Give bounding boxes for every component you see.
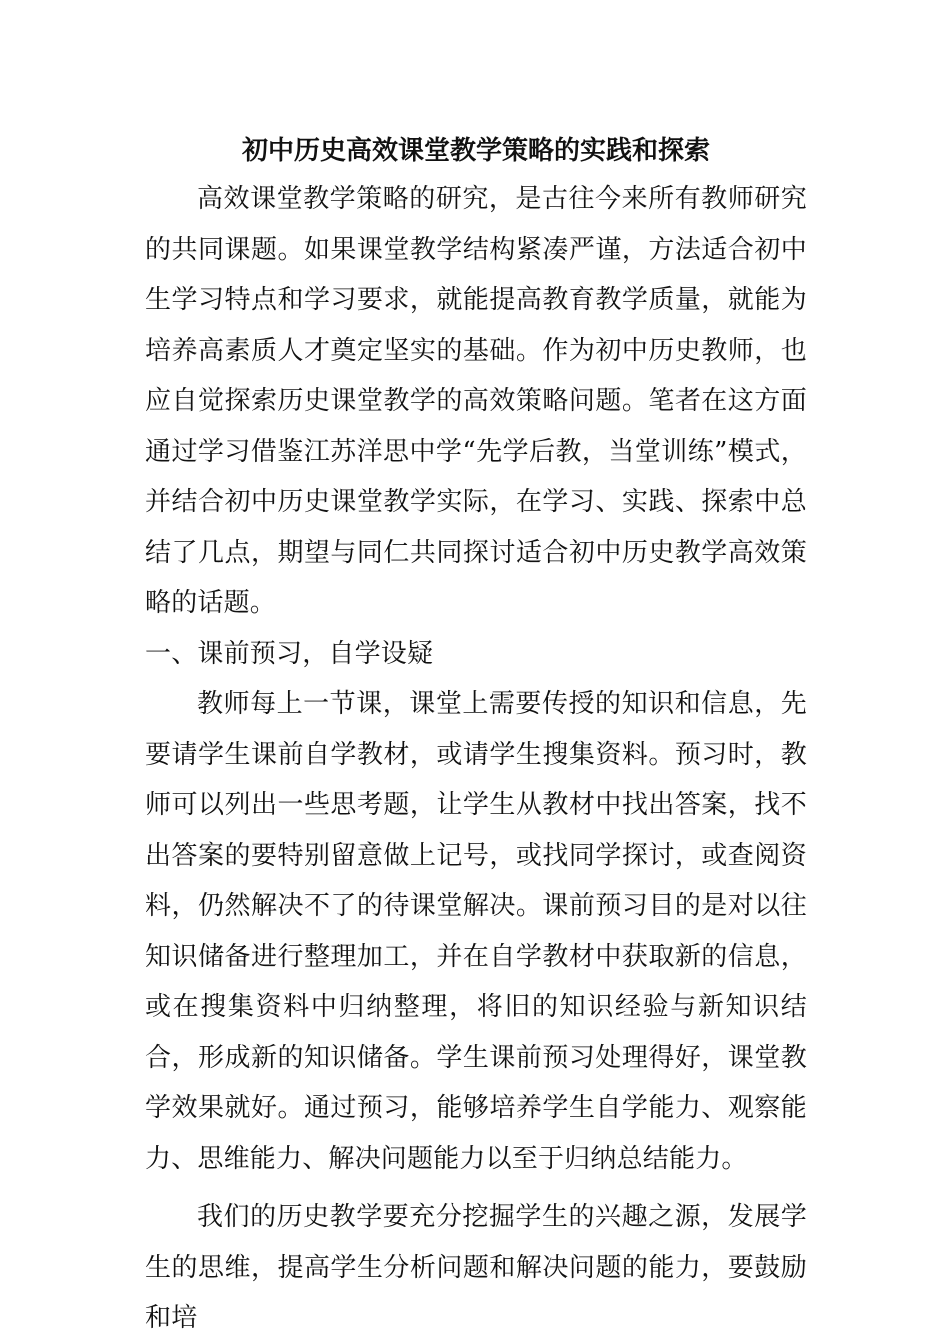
section-1-paragraph-2: 我们的历史教学要充分挖掘学生的兴趣之源，发展学生的思维，提高学生分析问题和解决问题的能力，要鼓励和培	[145, 1202, 807, 1333]
section-heading-1: 一、课前预习，自学设疑	[145, 638, 434, 669]
intro-paragraph: 高效课堂教学策略的研究，是古往今来所有教师研究的共同课题。如果课堂教学结构紧凑严谨，方法适合初中生学习特点和学习要求，就能提高教育教学质量，就能为培养高素质人才奠定坚实的基础。作为初中历史教师，也应自觉探索历史课堂教学的高效策略问题。笔者在这方面通过学习借鉴江苏洋思中学“先学后教，当堂训练”模式，并结合初中历史课堂教学实际，在学习、实践、探索中总结了几点，期望与同仁共同探讨适合初中历史教学高效策略的话题。	[145, 184, 807, 618]
document-body	[145, 128, 807, 1344]
document-title: 初中历史高效课堂教学策略的实践和探索	[241, 136, 710, 166]
paragraph-gap	[145, 1184, 807, 1192]
section-1-paragraph-1: 教师每上一节课，课堂上需要传授的知识和信息，先要请学生课前自学教材，或请学生搜集资料。预习时，教师可以列出一些思考题，让学生从教材中找出答案，找不出答案的要特别留意做上记号，或找同学探讨，或查阅资料，仍然解决不了的待课堂解决。课前预习目的是对以往知识储备进行整理加工，并在自学教材中获取新的信息，或在搜集资料中归纳整理，将旧的知识经验与新知识结合，形成新的知识储备。学生课前预习处理得好，课堂教学效果就好。通过预习，能够培养学生自学能力、观察能力、思维能力、解决问题能力以至于归纳总结能力。	[145, 689, 807, 1174]
